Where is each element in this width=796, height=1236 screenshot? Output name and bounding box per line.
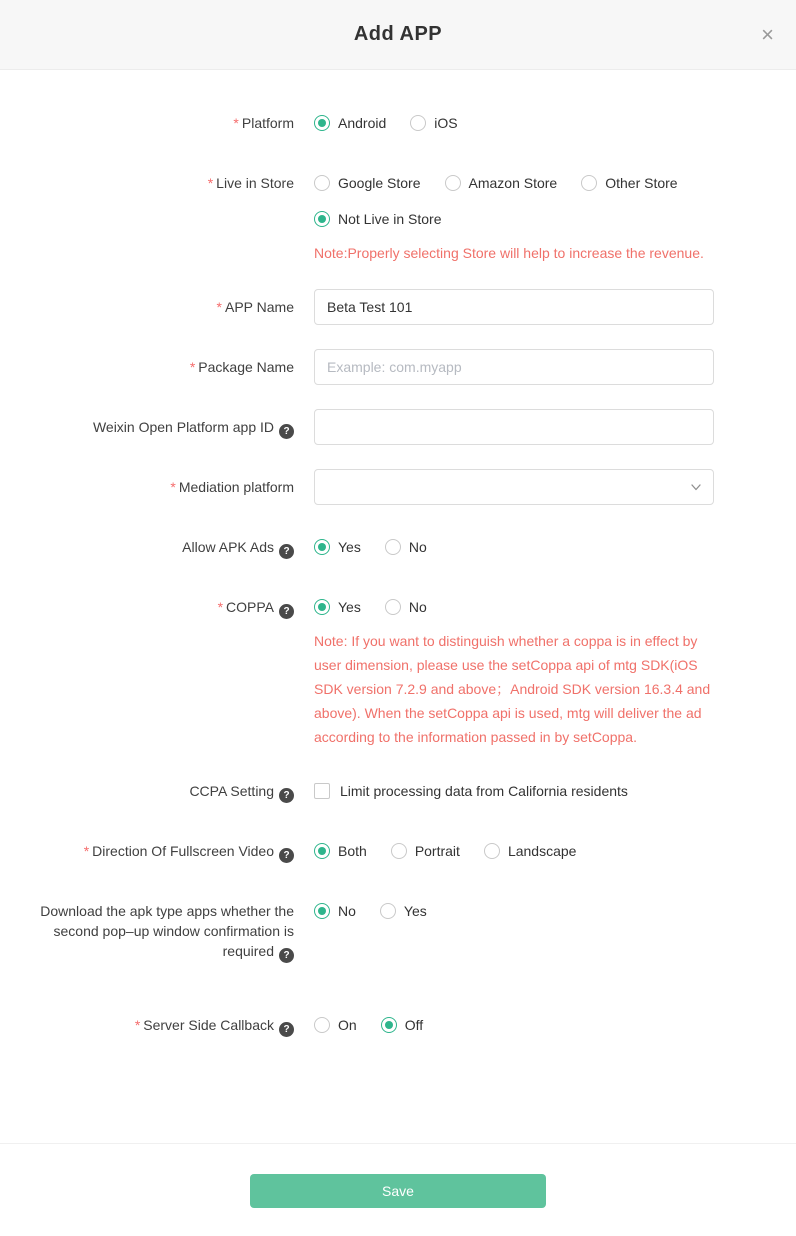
required-asterisk: *	[217, 599, 224, 615]
close-icon[interactable]: ×	[761, 21, 774, 47]
radio-unselected-icon	[581, 175, 597, 191]
help-icon[interactable]: ?	[279, 848, 294, 863]
live-in-store-radio-not-live-label: Not Live in Store	[338, 211, 442, 227]
required-asterisk: *	[216, 299, 222, 315]
ccpa-checkbox[interactable]	[314, 773, 714, 809]
fullscreen-direction-radio-both[interactable]	[314, 843, 367, 859]
allow-apk-ads-radio-yes-label: Yes	[338, 539, 361, 555]
help-icon[interactable]: ?	[279, 604, 294, 619]
mediation-platform-select[interactable]	[314, 469, 714, 505]
package-name-input[interactable]	[314, 349, 714, 385]
coppa-radio-yes-label: Yes	[338, 599, 361, 615]
server-side-callback-radio-off-label: Off	[404, 1017, 424, 1033]
required-asterisk: *	[189, 359, 196, 375]
form-row-mediation-platform	[0, 469, 796, 505]
radio-unselected-icon	[314, 175, 330, 191]
form-row-apk-download-confirm	[0, 893, 796, 963]
help-icon[interactable]: ?	[279, 948, 294, 963]
live-in-store-radio-other-label: Other Store	[605, 175, 678, 191]
live-in-store-radio-other[interactable]	[581, 175, 677, 191]
server-side-callback-radio-off[interactable]	[381, 1017, 423, 1033]
platform-radio-group	[314, 105, 714, 141]
server-side-callback-label-text: Server Side Callback	[143, 1017, 274, 1033]
modal-footer	[0, 1143, 796, 1236]
fullscreen-direction-radio-landscape[interactable]	[484, 843, 577, 859]
apk-download-confirm-radio-group	[314, 893, 714, 929]
help-icon[interactable]: ?	[279, 788, 294, 803]
server-side-callback-radio-on[interactable]	[314, 1017, 357, 1033]
radio-unselected-icon	[410, 115, 426, 131]
ccpa-control	[314, 773, 714, 809]
radio-selected-icon	[314, 211, 330, 227]
radio-unselected-icon	[484, 843, 500, 859]
radio-unselected-icon	[385, 599, 401, 615]
platform-radio-android[interactable]	[314, 115, 386, 131]
package-name-label-text: Package Name	[198, 359, 294, 375]
fullscreen-direction-control	[314, 833, 714, 869]
coppa-radio-no-label: No	[408, 599, 427, 615]
live-in-store-radio-amazon[interactable]	[445, 175, 558, 191]
form-row-live-in-store	[0, 165, 796, 265]
fullscreen-direction-radio-landscape-label: Landscape	[507, 843, 577, 859]
modal-title: Add APP	[353, 23, 443, 45]
platform-control	[314, 105, 714, 141]
form-row-package-name	[0, 349, 796, 385]
allow-apk-ads-radio-group	[314, 529, 714, 565]
server-side-callback-label	[0, 1007, 314, 1037]
coppa-label-text: COPPA	[226, 599, 274, 615]
fullscreen-direction-radio-group	[314, 833, 714, 869]
apk-download-confirm-radio-yes[interactable]	[380, 903, 427, 919]
radio-selected-icon	[314, 599, 330, 615]
live-in-store-radio-group-row2	[314, 201, 714, 237]
allow-apk-ads-radio-no-label: No	[408, 539, 427, 555]
app-name-input[interactable]	[314, 289, 714, 325]
coppa-radio-group	[314, 589, 714, 625]
form-row-platform	[0, 105, 796, 141]
save-button[interactable]: Save	[250, 1174, 546, 1208]
chevron-down-icon	[689, 480, 703, 494]
help-icon[interactable]: ?	[279, 544, 294, 559]
required-asterisk: *	[134, 1017, 141, 1033]
live-in-store-label-text: Live in Store	[216, 175, 294, 191]
fullscreen-direction-radio-portrait-label: Portrait	[414, 843, 460, 859]
weixin-app-id-label-text: Weixin Open Platform app ID	[92, 419, 274, 435]
fullscreen-direction-label-text: Direction Of Fullscreen Video	[92, 843, 274, 859]
apk-download-confirm-label-text: Download the apk type apps whether the second pop–up window confirmation is required	[40, 903, 294, 959]
form-row-server-side-callback	[0, 1007, 796, 1043]
form-row-ccpa	[0, 773, 796, 809]
modal-header	[0, 0, 796, 70]
fullscreen-direction-radio-portrait[interactable]	[391, 843, 460, 859]
fullscreen-direction-label	[0, 833, 314, 863]
live-in-store-label	[0, 165, 314, 193]
fullscreen-direction-radio-both-label: Both	[338, 843, 367, 859]
radio-unselected-icon	[445, 175, 461, 191]
package-name-label	[0, 349, 314, 377]
radio-selected-icon	[314, 539, 330, 555]
form-row-weixin-app-id	[0, 409, 796, 445]
required-asterisk: *	[233, 115, 239, 131]
app-name-control	[314, 289, 714, 325]
form-body	[0, 70, 796, 1113]
checkbox-unchecked-icon	[314, 783, 330, 799]
ccpa-label-text: CCPA Setting	[189, 783, 274, 799]
live-in-store-radio-group-row1	[314, 165, 714, 201]
app-name-label-text: APP Name	[225, 299, 294, 315]
live-in-store-radio-amazon-label: Amazon Store	[468, 175, 558, 191]
radio-unselected-icon	[391, 843, 407, 859]
live-in-store-radio-not-live[interactable]	[314, 211, 442, 227]
radio-selected-icon	[314, 903, 330, 919]
help-icon[interactable]: ?	[279, 424, 294, 439]
form-row-allow-apk-ads	[0, 529, 796, 565]
allow-apk-ads-label-text: Allow APK Ads	[182, 539, 274, 555]
required-asterisk: *	[170, 479, 176, 495]
radio-unselected-icon	[385, 539, 401, 555]
radio-selected-icon	[381, 1017, 397, 1033]
coppa-note: Note: If you want to distinguish whether a coppa is in effect by user dimension, please use the setCoppa api of mtg SDK(iOS SDK version 7.2.9 and above；Android SDK version 16.3.4 and above). When the setCoppa api is used, mtg will deliver the ad according to the information passed in by setCoppa.	[314, 633, 711, 745]
form-row-coppa	[0, 589, 796, 749]
allow-apk-ads-radio-yes[interactable]	[314, 539, 361, 555]
apk-download-confirm-control	[314, 893, 714, 929]
radio-unselected-icon	[314, 1017, 330, 1033]
package-name-control	[314, 349, 714, 385]
live-in-store-radio-google-label: Google Store	[338, 175, 421, 191]
apk-download-confirm-label	[0, 893, 314, 963]
coppa-label	[0, 589, 314, 619]
live-in-store-radio-google[interactable]	[314, 175, 421, 191]
allow-apk-ads-radio-no[interactable]	[385, 539, 427, 555]
platform-radio-ios-label: iOS	[434, 115, 458, 131]
apk-download-confirm-radio-no-label: No	[338, 903, 356, 919]
coppa-radio-no[interactable]	[385, 599, 427, 615]
platform-radio-ios[interactable]	[410, 115, 457, 131]
mediation-platform-label-text: Mediation platform	[178, 479, 294, 495]
form-row-app-name	[0, 289, 796, 325]
radio-unselected-icon	[380, 903, 396, 919]
radio-selected-icon	[314, 843, 330, 859]
server-side-callback-radio-group	[314, 1007, 714, 1043]
apk-download-confirm-radio-no[interactable]	[314, 903, 356, 919]
required-asterisk: *	[83, 843, 90, 859]
allow-apk-ads-control	[314, 529, 714, 565]
required-asterisk: *	[207, 175, 214, 191]
apk-download-confirm-radio-yes-label: Yes	[403, 903, 427, 919]
app-name-label	[0, 289, 314, 317]
platform-label-text: Platform	[241, 115, 294, 131]
form-row-fullscreen-direction	[0, 833, 796, 869]
server-side-callback-control	[314, 1007, 714, 1043]
ccpa-checkbox-label: Limit processing data from California residents	[340, 783, 628, 799]
radio-selected-icon	[314, 115, 330, 131]
weixin-app-id-control	[314, 409, 714, 445]
allow-apk-ads-label	[0, 529, 314, 559]
platform-label	[0, 105, 314, 133]
server-side-callback-radio-on-label: On	[338, 1017, 357, 1033]
weixin-app-id-input[interactable]	[314, 409, 714, 445]
coppa-control	[314, 589, 714, 749]
help-icon[interactable]: ?	[279, 1022, 294, 1037]
weixin-app-id-label	[0, 409, 314, 439]
platform-radio-android-label: Android	[338, 115, 387, 131]
live-in-store-note: Note:Properly selecting Store will help to increase the revenue.	[314, 245, 704, 261]
live-in-store-control	[314, 165, 714, 265]
mediation-platform-control	[314, 469, 714, 505]
coppa-radio-yes[interactable]	[314, 599, 361, 615]
mediation-platform-label	[0, 469, 314, 497]
ccpa-label	[0, 773, 314, 803]
